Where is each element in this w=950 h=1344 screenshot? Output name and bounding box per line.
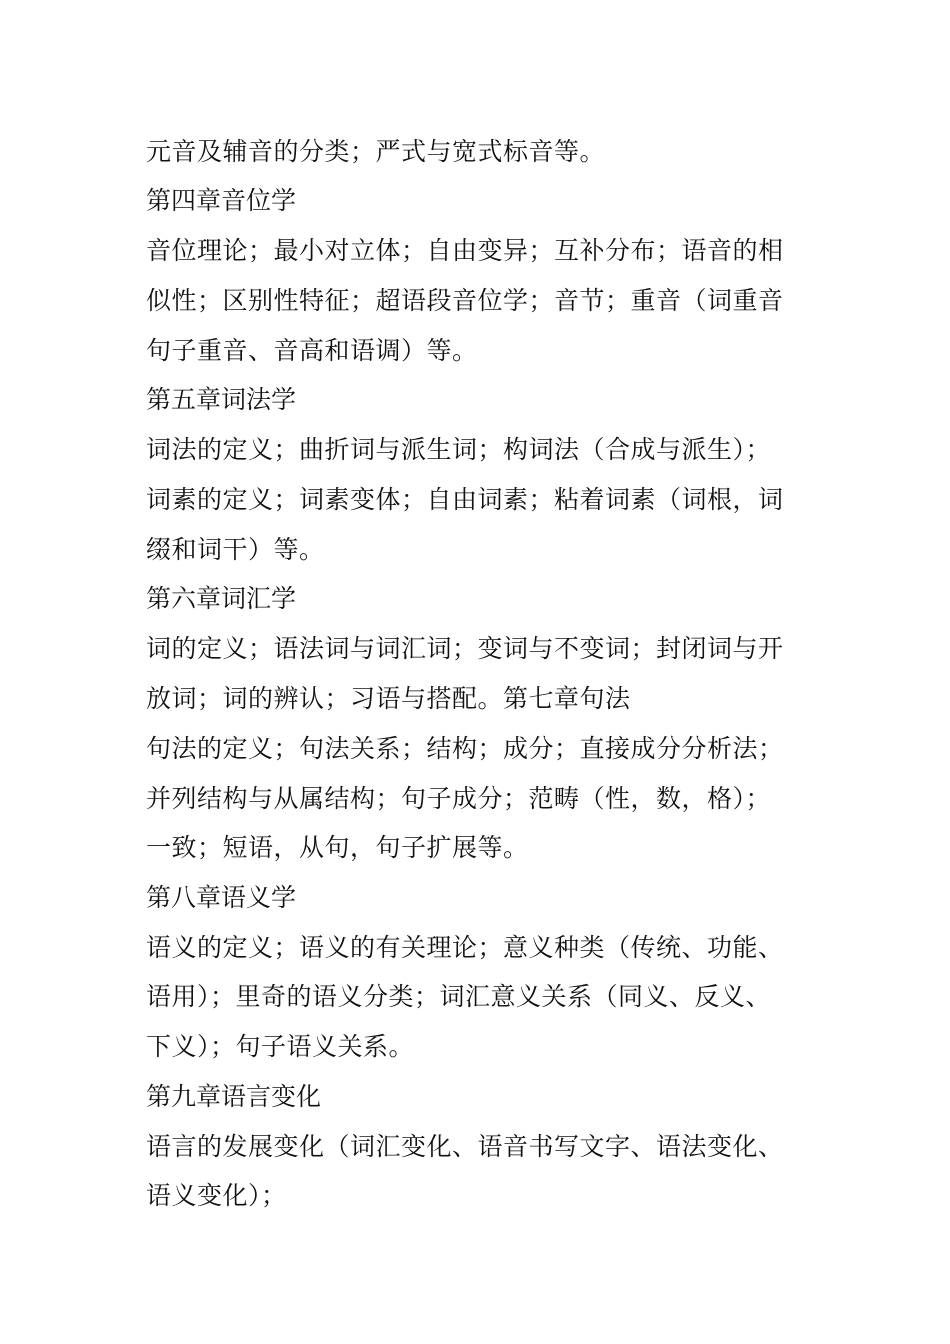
- text-line: 词法的定义；曲折词与派生词；构词法（合成与派生）；: [146, 435, 772, 464]
- text-line: 缀和词干）等。: [146, 535, 325, 564]
- text-line: 音位理论；最小对立体；自由变异；互补分布；语音的相: [146, 236, 784, 265]
- text-line: 语义变化）；: [146, 1181, 287, 1210]
- text-line: 一致；短语，从句，句子扩展等。: [146, 833, 529, 862]
- chapter-heading: 第四章音位学: [146, 186, 297, 215]
- text-line: 词的定义；语法词与词汇词；变词与不变词；封闭词与开: [146, 634, 784, 663]
- text-line: 放词；词的辨认；习语与搭配。第七章句法: [146, 684, 631, 713]
- text-line: 句法的定义；句法关系；结构；成分；直接成分分析法；: [146, 734, 784, 763]
- text-line: 句子重音、音高和语调）等。: [146, 336, 478, 365]
- text-line: 词素的定义；词素变体；自由词素；粘着词素（词根，词: [146, 485, 784, 514]
- chapter-heading: 第五章词法学: [146, 385, 297, 414]
- text-line: 并列结构与从属结构；句子成分；范畴（性，数，格）；: [146, 784, 772, 813]
- chapter-heading: 第六章词汇学: [146, 584, 297, 613]
- text-line: 元音及辅音的分类；严式与宽式标音等。: [146, 137, 606, 166]
- text-line: 语用）；里奇的语义分类；词汇意义关系（同义、反义、: [146, 982, 772, 1011]
- text-line: 似性；区别性特征；超语段音位学；音节；重音（词重音: [146, 286, 784, 315]
- text-line: 语义的定义；语义的有关理论；意义种类（传统、功能、: [146, 933, 784, 962]
- text-line: 下义）；句子语义关系。: [146, 1032, 415, 1061]
- chapter-heading: 第九章语言变化: [146, 1082, 322, 1111]
- text-line: 语言的发展变化（词汇变化、语音书写文字、语法变化、: [146, 1132, 784, 1161]
- chapter-heading: 第八章语义学: [146, 883, 297, 912]
